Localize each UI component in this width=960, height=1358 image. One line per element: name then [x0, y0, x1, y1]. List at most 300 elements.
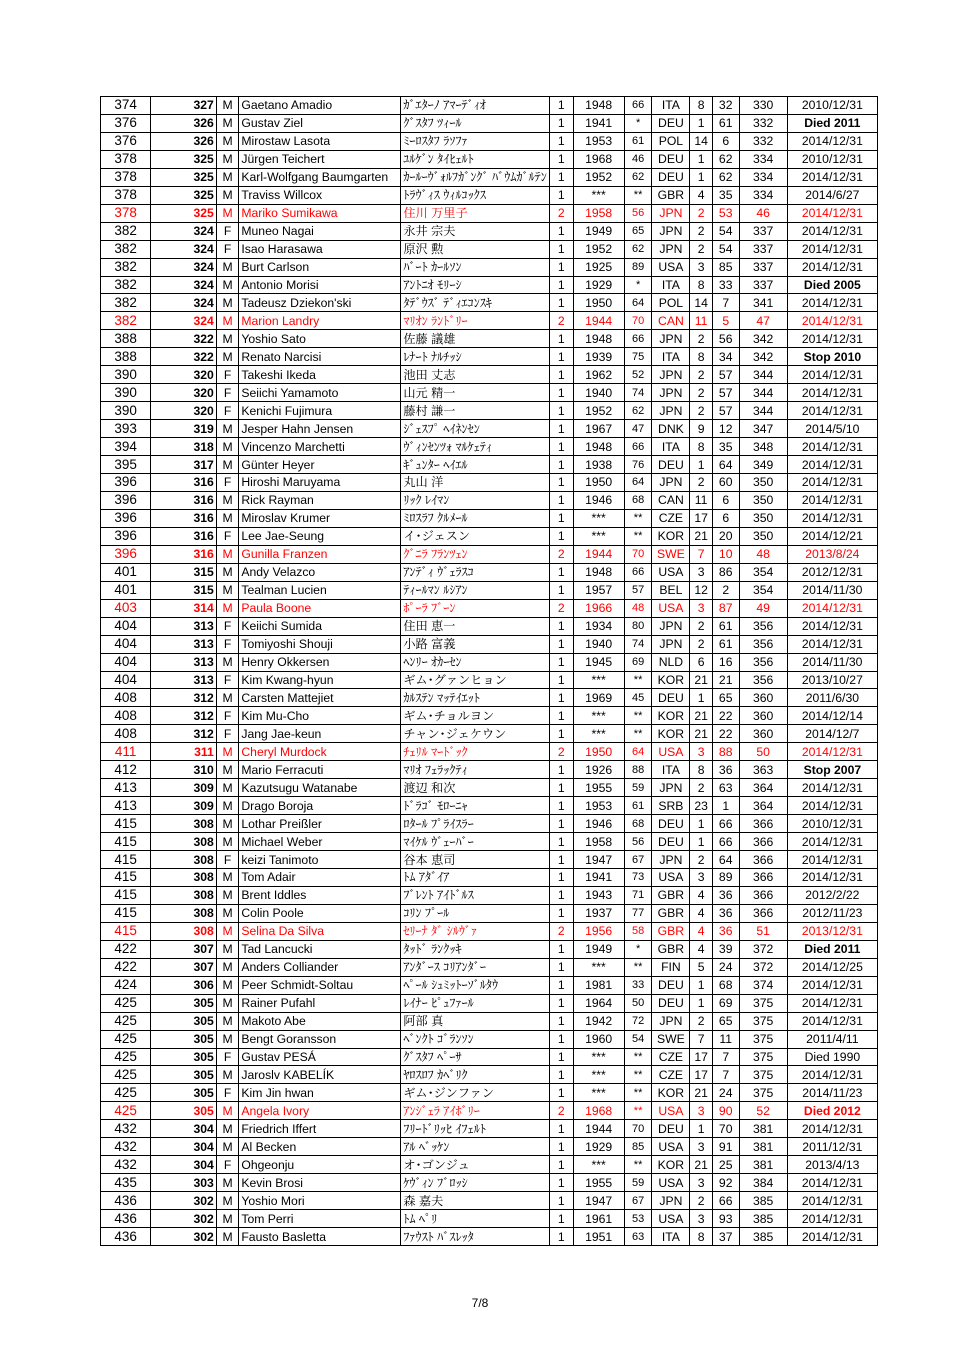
country-cell: USA — [652, 1174, 690, 1192]
birth-year-cell: *** — [573, 1084, 624, 1102]
age-cell: 76 — [624, 456, 652, 474]
date-cell: 2014/12/31 — [787, 976, 877, 994]
name-cell: Anders Colliander — [239, 958, 401, 976]
country-code-cell: 11 — [690, 491, 713, 509]
rank-cell: 411 — [101, 743, 151, 761]
age-cell: ** — [624, 958, 652, 976]
rank-cell: 415 — [101, 886, 151, 904]
name-cell: Peer Schmidt-Soltau — [239, 976, 401, 994]
date-cell: 2014/12/31 — [787, 509, 877, 527]
score-cell: 324 — [151, 312, 217, 330]
category-cell: 1 — [549, 348, 573, 366]
age-cell: 66 — [624, 563, 652, 581]
country-rank-cell: 36 — [712, 886, 739, 904]
category-cell: 1 — [549, 904, 573, 922]
table-row — [101, 420, 878, 438]
country-cell: JPN — [652, 330, 690, 348]
country-rank-cell: 61 — [712, 114, 739, 132]
rank-cell: 378 — [101, 186, 151, 204]
birth-year-cell: 1955 — [573, 1174, 624, 1192]
score-cell: 316 — [151, 509, 217, 527]
name-cell: Yoshio Mori — [239, 1192, 401, 1210]
name-cell: Hiroshi Maruyama — [239, 474, 401, 492]
rank-cell: 412 — [101, 761, 151, 779]
birth-year-cell: 1957 — [573, 581, 624, 599]
date-cell: 2014/11/23 — [787, 1084, 877, 1102]
kana-name-cell: ｳﾞｨﾝｾﾝﾂｫ ﾏﾙｹｪﾃｨ — [401, 438, 550, 456]
gender-cell: F — [216, 851, 239, 869]
kana-name-cell: ｸﾞｽﾀﾌ ﾍﾟｰｻ — [401, 1048, 550, 1066]
table-row — [101, 761, 878, 779]
kana-name-cell: ｾﾘｰﾅ ﾀﾞ ｼﾙｳﾞｧ — [401, 922, 550, 940]
category-cell: 1 — [549, 976, 573, 994]
score-cell: 320 — [151, 402, 217, 420]
gender-cell: F — [216, 671, 239, 689]
age-cell: 64 — [624, 294, 652, 312]
kana-name-cell: ｶｰﾙｰｳﾞｫﾙﾌｶﾞﾝｸﾞ ﾊﾞｳﾑｶﾞﾙﾃﾝ — [401, 168, 550, 186]
table-row — [101, 312, 878, 330]
date-cell: 2010/12/31 — [787, 97, 877, 115]
kana-name-cell: ﾌﾘｰﾄﾞﾘｯﾋ ｲﾌｪﾙﾄ — [401, 1120, 550, 1138]
table-row — [101, 330, 878, 348]
rank-cell: 376 — [101, 132, 151, 150]
gender-cell: F — [216, 1084, 239, 1102]
gender-cell: M — [216, 1120, 239, 1138]
country-rank-cell: 87 — [712, 599, 739, 617]
category-rank-cell: 366 — [739, 815, 787, 833]
score-cell: 316 — [151, 527, 217, 545]
category-rank-cell: 47 — [739, 312, 787, 330]
category-rank-cell: 385 — [739, 1192, 787, 1210]
rank-cell: 425 — [101, 1102, 151, 1120]
kana-name-cell: ﾀﾃﾞｳｽﾞ ﾃﾞｨｴｺﾝｽｷ — [401, 294, 550, 312]
category-rank-cell: 375 — [739, 1066, 787, 1084]
birth-year-cell: 1958 — [573, 204, 624, 222]
birth-year-cell: 1940 — [573, 635, 624, 653]
rank-cell: 403 — [101, 599, 151, 617]
country-cell: JPN — [652, 384, 690, 402]
name-cell: Takeshi Ikeda — [239, 366, 401, 384]
name-cell: Seiichi Yamamoto — [239, 384, 401, 402]
age-cell: * — [624, 940, 652, 958]
date-cell: 2014/12/31 — [787, 1120, 877, 1138]
table-row — [101, 204, 878, 222]
country-code-cell: 3 — [690, 1210, 713, 1228]
table-body — [101, 97, 878, 1246]
table-row — [101, 384, 878, 402]
table-row — [101, 1084, 878, 1102]
date-cell: 2011/4/11 — [787, 1030, 877, 1048]
country-cell: DEU — [652, 815, 690, 833]
country-cell: JPN — [652, 222, 690, 240]
age-cell: 70 — [624, 545, 652, 563]
table-row — [101, 491, 878, 509]
age-cell: 72 — [624, 1012, 652, 1030]
birth-year-cell: 1947 — [573, 851, 624, 869]
score-cell: 327 — [151, 97, 217, 115]
category-cell: 2 — [549, 204, 573, 222]
name-cell: Ohgeonju — [239, 1156, 401, 1174]
birth-year-cell: 1953 — [573, 132, 624, 150]
birth-year-cell: *** — [573, 527, 624, 545]
kana-name-cell: ﾄﾑ ｱﾀﾞｲｱ — [401, 868, 550, 886]
category-rank-cell: 385 — [739, 1210, 787, 1228]
country-code-cell: 8 — [690, 97, 713, 115]
gender-cell: F — [216, 1048, 239, 1066]
category-cell: 1 — [549, 509, 573, 527]
country-rank-cell: 92 — [712, 1174, 739, 1192]
name-cell: Lothar Preißler — [239, 815, 401, 833]
age-cell: 45 — [624, 689, 652, 707]
gender-cell: M — [216, 1174, 239, 1192]
age-cell: ** — [624, 671, 652, 689]
country-cell: USA — [652, 1210, 690, 1228]
age-cell: 50 — [624, 994, 652, 1012]
country-rank-cell: 86 — [712, 563, 739, 581]
kana-name-cell: 原沢 勲 — [401, 240, 550, 258]
kana-name-cell: イ･ジェスン — [401, 527, 550, 545]
category-cell: 1 — [549, 132, 573, 150]
score-cell: 306 — [151, 976, 217, 994]
name-cell: Bengt Goransson — [239, 1030, 401, 1048]
gender-cell: M — [216, 150, 239, 168]
rank-cell: 415 — [101, 868, 151, 886]
rank-cell: 425 — [101, 1084, 151, 1102]
gender-cell: M — [216, 276, 239, 294]
rank-cell: 388 — [101, 330, 151, 348]
kana-name-cell: ｱﾝﾄﾆｵ ﾓﾘｰｼ — [401, 276, 550, 294]
gender-cell: M — [216, 330, 239, 348]
rank-cell: 435 — [101, 1174, 151, 1192]
date-cell: 2013/12/31 — [787, 922, 877, 940]
category-cell: 1 — [549, 1048, 573, 1066]
kana-name-cell: ﾄﾞﾗｺﾞ ﾓﾛｰﾆｬ — [401, 797, 550, 815]
category-cell: 1 — [549, 653, 573, 671]
country-rank-cell: 66 — [712, 833, 739, 851]
score-cell: 322 — [151, 330, 217, 348]
category-cell: 1 — [549, 474, 573, 492]
country-code-cell: 21 — [690, 1156, 713, 1174]
category-rank-cell: 360 — [739, 689, 787, 707]
country-code-cell: 21 — [690, 527, 713, 545]
category-rank-cell: 46 — [739, 204, 787, 222]
country-rank-cell: 66 — [712, 1192, 739, 1210]
rank-cell: 374 — [101, 97, 151, 115]
country-rank-cell: 7 — [712, 1066, 739, 1084]
date-cell: 2014/6/27 — [787, 186, 877, 204]
country-cell: GBR — [652, 940, 690, 958]
rank-cell: 393 — [101, 420, 151, 438]
birth-year-cell: 1945 — [573, 653, 624, 671]
country-code-cell: 2 — [690, 384, 713, 402]
date-cell: 2014/12/31 — [787, 240, 877, 258]
country-rank-cell: 91 — [712, 1138, 739, 1156]
category-cell: 1 — [549, 1084, 573, 1102]
age-cell: 67 — [624, 1192, 652, 1210]
country-code-cell: 14 — [690, 294, 713, 312]
country-rank-cell: 53 — [712, 204, 739, 222]
rank-cell: 382 — [101, 258, 151, 276]
kana-name-cell: ｶﾞｴﾀｰﾉ ｱﾏｰﾃﾞｨｵ — [401, 97, 550, 115]
table-row — [101, 1228, 878, 1246]
kana-name-cell: 谷本 恵司 — [401, 851, 550, 869]
score-cell: 325 — [151, 204, 217, 222]
rank-cell: 404 — [101, 671, 151, 689]
category-rank-cell: 364 — [739, 797, 787, 815]
category-rank-cell: 356 — [739, 653, 787, 671]
country-cell: USA — [652, 258, 690, 276]
category-rank-cell: 350 — [739, 509, 787, 527]
country-rank-cell: 66 — [712, 815, 739, 833]
birth-year-cell: 1956 — [573, 922, 624, 940]
date-cell: 2014/12/31 — [787, 366, 877, 384]
rank-cell: 382 — [101, 276, 151, 294]
date-cell: 2014/12/31 — [787, 384, 877, 402]
name-cell: Fausto Basletta — [239, 1228, 401, 1246]
gender-cell: F — [216, 366, 239, 384]
country-cell: KOR — [652, 1156, 690, 1174]
country-code-cell: 2 — [690, 617, 713, 635]
date-cell: 2014/12/31 — [787, 851, 877, 869]
gender-cell: F — [216, 1156, 239, 1174]
country-rank-cell: 25 — [712, 1156, 739, 1174]
country-cell: SWE — [652, 1030, 690, 1048]
category-rank-cell: 332 — [739, 132, 787, 150]
country-rank-cell: 69 — [712, 994, 739, 1012]
country-rank-cell: 6 — [712, 509, 739, 527]
gender-cell: M — [216, 132, 239, 150]
country-code-cell: 1 — [690, 456, 713, 474]
kana-name-cell: ﾊﾞｰﾄ ｶｰﾙｿﾝ — [401, 258, 550, 276]
age-cell: ** — [624, 1156, 652, 1174]
table-row — [101, 294, 878, 312]
gender-cell: M — [216, 294, 239, 312]
gender-cell: M — [216, 689, 239, 707]
country-rank-cell: 10 — [712, 545, 739, 563]
kana-name-cell: 住田 恵一 — [401, 617, 550, 635]
kana-name-cell: ﾄﾗｳﾞｨｽ ｳｨﾙｺｯｸｽ — [401, 186, 550, 204]
kana-name-cell: 渡辺 和次 — [401, 779, 550, 797]
date-cell: 2014/12/21 — [787, 527, 877, 545]
date-cell: Died 2011 — [787, 114, 877, 132]
score-cell: 312 — [151, 707, 217, 725]
birth-year-cell: 1944 — [573, 545, 624, 563]
country-rank-cell: 65 — [712, 1012, 739, 1030]
country-code-cell: 23 — [690, 797, 713, 815]
country-rank-cell: 32 — [712, 97, 739, 115]
kana-name-cell: ｱﾝｼﾞｪﾗ ｱｲﾎﾞﾘｰ — [401, 1102, 550, 1120]
kana-name-cell: オ･ゴンジュ — [401, 1156, 550, 1174]
category-rank-cell: 366 — [739, 904, 787, 922]
date-cell: 2013/8/24 — [787, 545, 877, 563]
rank-cell: 390 — [101, 402, 151, 420]
gender-cell: M — [216, 1102, 239, 1120]
score-cell: 308 — [151, 868, 217, 886]
kana-name-cell: 阿部 真 — [401, 1012, 550, 1030]
kana-name-cell: ｸﾞｽﾀﾌ ﾂｨｰﾙ — [401, 114, 550, 132]
date-cell: 2010/12/31 — [787, 815, 877, 833]
category-cell: 2 — [549, 545, 573, 563]
gender-cell: M — [216, 97, 239, 115]
category-rank-cell: 341 — [739, 294, 787, 312]
country-rank-cell: 39 — [712, 940, 739, 958]
kana-name-cell: ﾛﾀｰﾙ ﾌﾟﾗｲｽﾗｰ — [401, 815, 550, 833]
name-cell: Cheryl Murdock — [239, 743, 401, 761]
name-cell: Gustav Ziel — [239, 114, 401, 132]
country-rank-cell: 85 — [712, 258, 739, 276]
name-cell: Kim Mu-Cho — [239, 707, 401, 725]
gender-cell: M — [216, 922, 239, 940]
birth-year-cell: *** — [573, 671, 624, 689]
score-cell: 305 — [151, 994, 217, 1012]
table-row — [101, 114, 878, 132]
gender-cell: M — [216, 815, 239, 833]
rank-cell: 404 — [101, 653, 151, 671]
gender-cell: M — [216, 258, 239, 276]
rank-cell: 432 — [101, 1156, 151, 1174]
birth-year-cell: 1948 — [573, 97, 624, 115]
rank-cell: 378 — [101, 168, 151, 186]
country-rank-cell: 36 — [712, 761, 739, 779]
country-code-cell: 2 — [690, 366, 713, 384]
category-rank-cell: 375 — [739, 1012, 787, 1030]
country-rank-cell: 7 — [712, 294, 739, 312]
category-cell: 1 — [549, 707, 573, 725]
country-code-cell: 21 — [690, 1084, 713, 1102]
table-row — [101, 904, 878, 922]
kana-name-cell: 丸山 洋 — [401, 474, 550, 492]
table-row — [101, 833, 878, 851]
country-code-cell: 17 — [690, 1066, 713, 1084]
country-rank-cell: 12 — [712, 420, 739, 438]
birth-year-cell: 1952 — [573, 168, 624, 186]
rank-cell: 408 — [101, 725, 151, 743]
name-cell: Isao Harasawa — [239, 240, 401, 258]
kana-name-cell: ﾐｰﾛｽﾀﾌ ﾗｿﾌｧ — [401, 132, 550, 150]
category-rank-cell: 348 — [739, 438, 787, 456]
name-cell: Carsten Mattejiet — [239, 689, 401, 707]
kana-name-cell: ギム･グァンヒョン — [401, 671, 550, 689]
country-rank-cell: 2 — [712, 581, 739, 599]
name-cell: Gustav PESÁ — [239, 1048, 401, 1066]
age-cell: 70 — [624, 1120, 652, 1138]
date-cell: 2011/12/31 — [787, 1138, 877, 1156]
country-cell: DEU — [652, 150, 690, 168]
name-cell: Traviss Willcox — [239, 186, 401, 204]
kana-name-cell: ﾃｨｰﾙﾏﾝ ﾙｼｱﾝ — [401, 581, 550, 599]
country-rank-cell: 62 — [712, 168, 739, 186]
category-cell: 2 — [549, 1102, 573, 1120]
country-code-cell: 1 — [690, 994, 713, 1012]
category-rank-cell: 360 — [739, 725, 787, 743]
country-cell: DEU — [652, 168, 690, 186]
birth-year-cell: *** — [573, 1156, 624, 1174]
birth-year-cell: 1961 — [573, 1210, 624, 1228]
table-row — [101, 868, 878, 886]
kana-name-cell: 小路 富義 — [401, 635, 550, 653]
date-cell: 2014/12/31 — [787, 868, 877, 886]
table-row — [101, 743, 878, 761]
rank-cell: 382 — [101, 240, 151, 258]
category-cell: 1 — [549, 97, 573, 115]
table-row — [101, 150, 878, 168]
gender-cell: F — [216, 240, 239, 258]
kana-name-cell: ｱﾙ ﾍﾞｯｹﾝ — [401, 1138, 550, 1156]
country-rank-cell: 24 — [712, 958, 739, 976]
country-cell: USA — [652, 1138, 690, 1156]
name-cell: Burt Carlson — [239, 258, 401, 276]
table-row — [101, 940, 878, 958]
country-cell: BEL — [652, 581, 690, 599]
country-cell: DEU — [652, 976, 690, 994]
country-code-cell: 17 — [690, 509, 713, 527]
name-cell: Mariko Sumikawa — [239, 204, 401, 222]
table-row — [101, 1102, 878, 1120]
gender-cell: M — [216, 114, 239, 132]
birth-year-cell: 1964 — [573, 994, 624, 1012]
name-cell: Al Becken — [239, 1138, 401, 1156]
date-cell: 2014/12/31 — [787, 491, 877, 509]
name-cell: Kenichi Fujimura — [239, 402, 401, 420]
gender-cell: M — [216, 348, 239, 366]
category-cell: 1 — [549, 420, 573, 438]
category-cell: 2 — [549, 743, 573, 761]
score-cell: 308 — [151, 922, 217, 940]
age-cell: 61 — [624, 132, 652, 150]
birth-year-cell: *** — [573, 1066, 624, 1084]
country-cell: JPN — [652, 635, 690, 653]
date-cell: 2012/11/23 — [787, 904, 877, 922]
date-cell: Died 2011 — [787, 940, 877, 958]
score-cell: 315 — [151, 581, 217, 599]
name-cell: Jesper Hahn Jensen — [239, 420, 401, 438]
birth-year-cell: 1926 — [573, 761, 624, 779]
country-rank-cell: 93 — [712, 1210, 739, 1228]
birth-year-cell: 1929 — [573, 1138, 624, 1156]
gender-cell: M — [216, 599, 239, 617]
kana-name-cell: ｷﾞｭﾝﾀｰ ﾍｲｴﾙ — [401, 456, 550, 474]
date-cell: 2010/12/31 — [787, 150, 877, 168]
category-rank-cell: 366 — [739, 851, 787, 869]
table-row — [101, 671, 878, 689]
country-cell: DEU — [652, 994, 690, 1012]
category-cell: 1 — [549, 294, 573, 312]
gender-cell: F — [216, 707, 239, 725]
rank-cell: 425 — [101, 1048, 151, 1066]
table-row — [101, 474, 878, 492]
kana-name-cell: 佐藤 議雄 — [401, 330, 550, 348]
category-rank-cell: 356 — [739, 635, 787, 653]
country-rank-cell: 56 — [712, 330, 739, 348]
score-cell: 307 — [151, 940, 217, 958]
name-cell: Drago Boroja — [239, 797, 401, 815]
date-cell: 2014/12/31 — [787, 330, 877, 348]
category-rank-cell: 372 — [739, 940, 787, 958]
category-rank-cell: 350 — [739, 527, 787, 545]
country-code-cell: 2 — [690, 402, 713, 420]
gender-cell: M — [216, 976, 239, 994]
country-rank-cell: 64 — [712, 456, 739, 474]
rank-cell: 424 — [101, 976, 151, 994]
name-cell: Brent Iddles — [239, 886, 401, 904]
category-rank-cell: 344 — [739, 384, 787, 402]
age-cell: 64 — [624, 743, 652, 761]
country-code-cell: 3 — [690, 1174, 713, 1192]
category-cell: 1 — [549, 438, 573, 456]
table-row — [101, 258, 878, 276]
country-rank-cell: 22 — [712, 707, 739, 725]
country-cell: ITA — [652, 761, 690, 779]
